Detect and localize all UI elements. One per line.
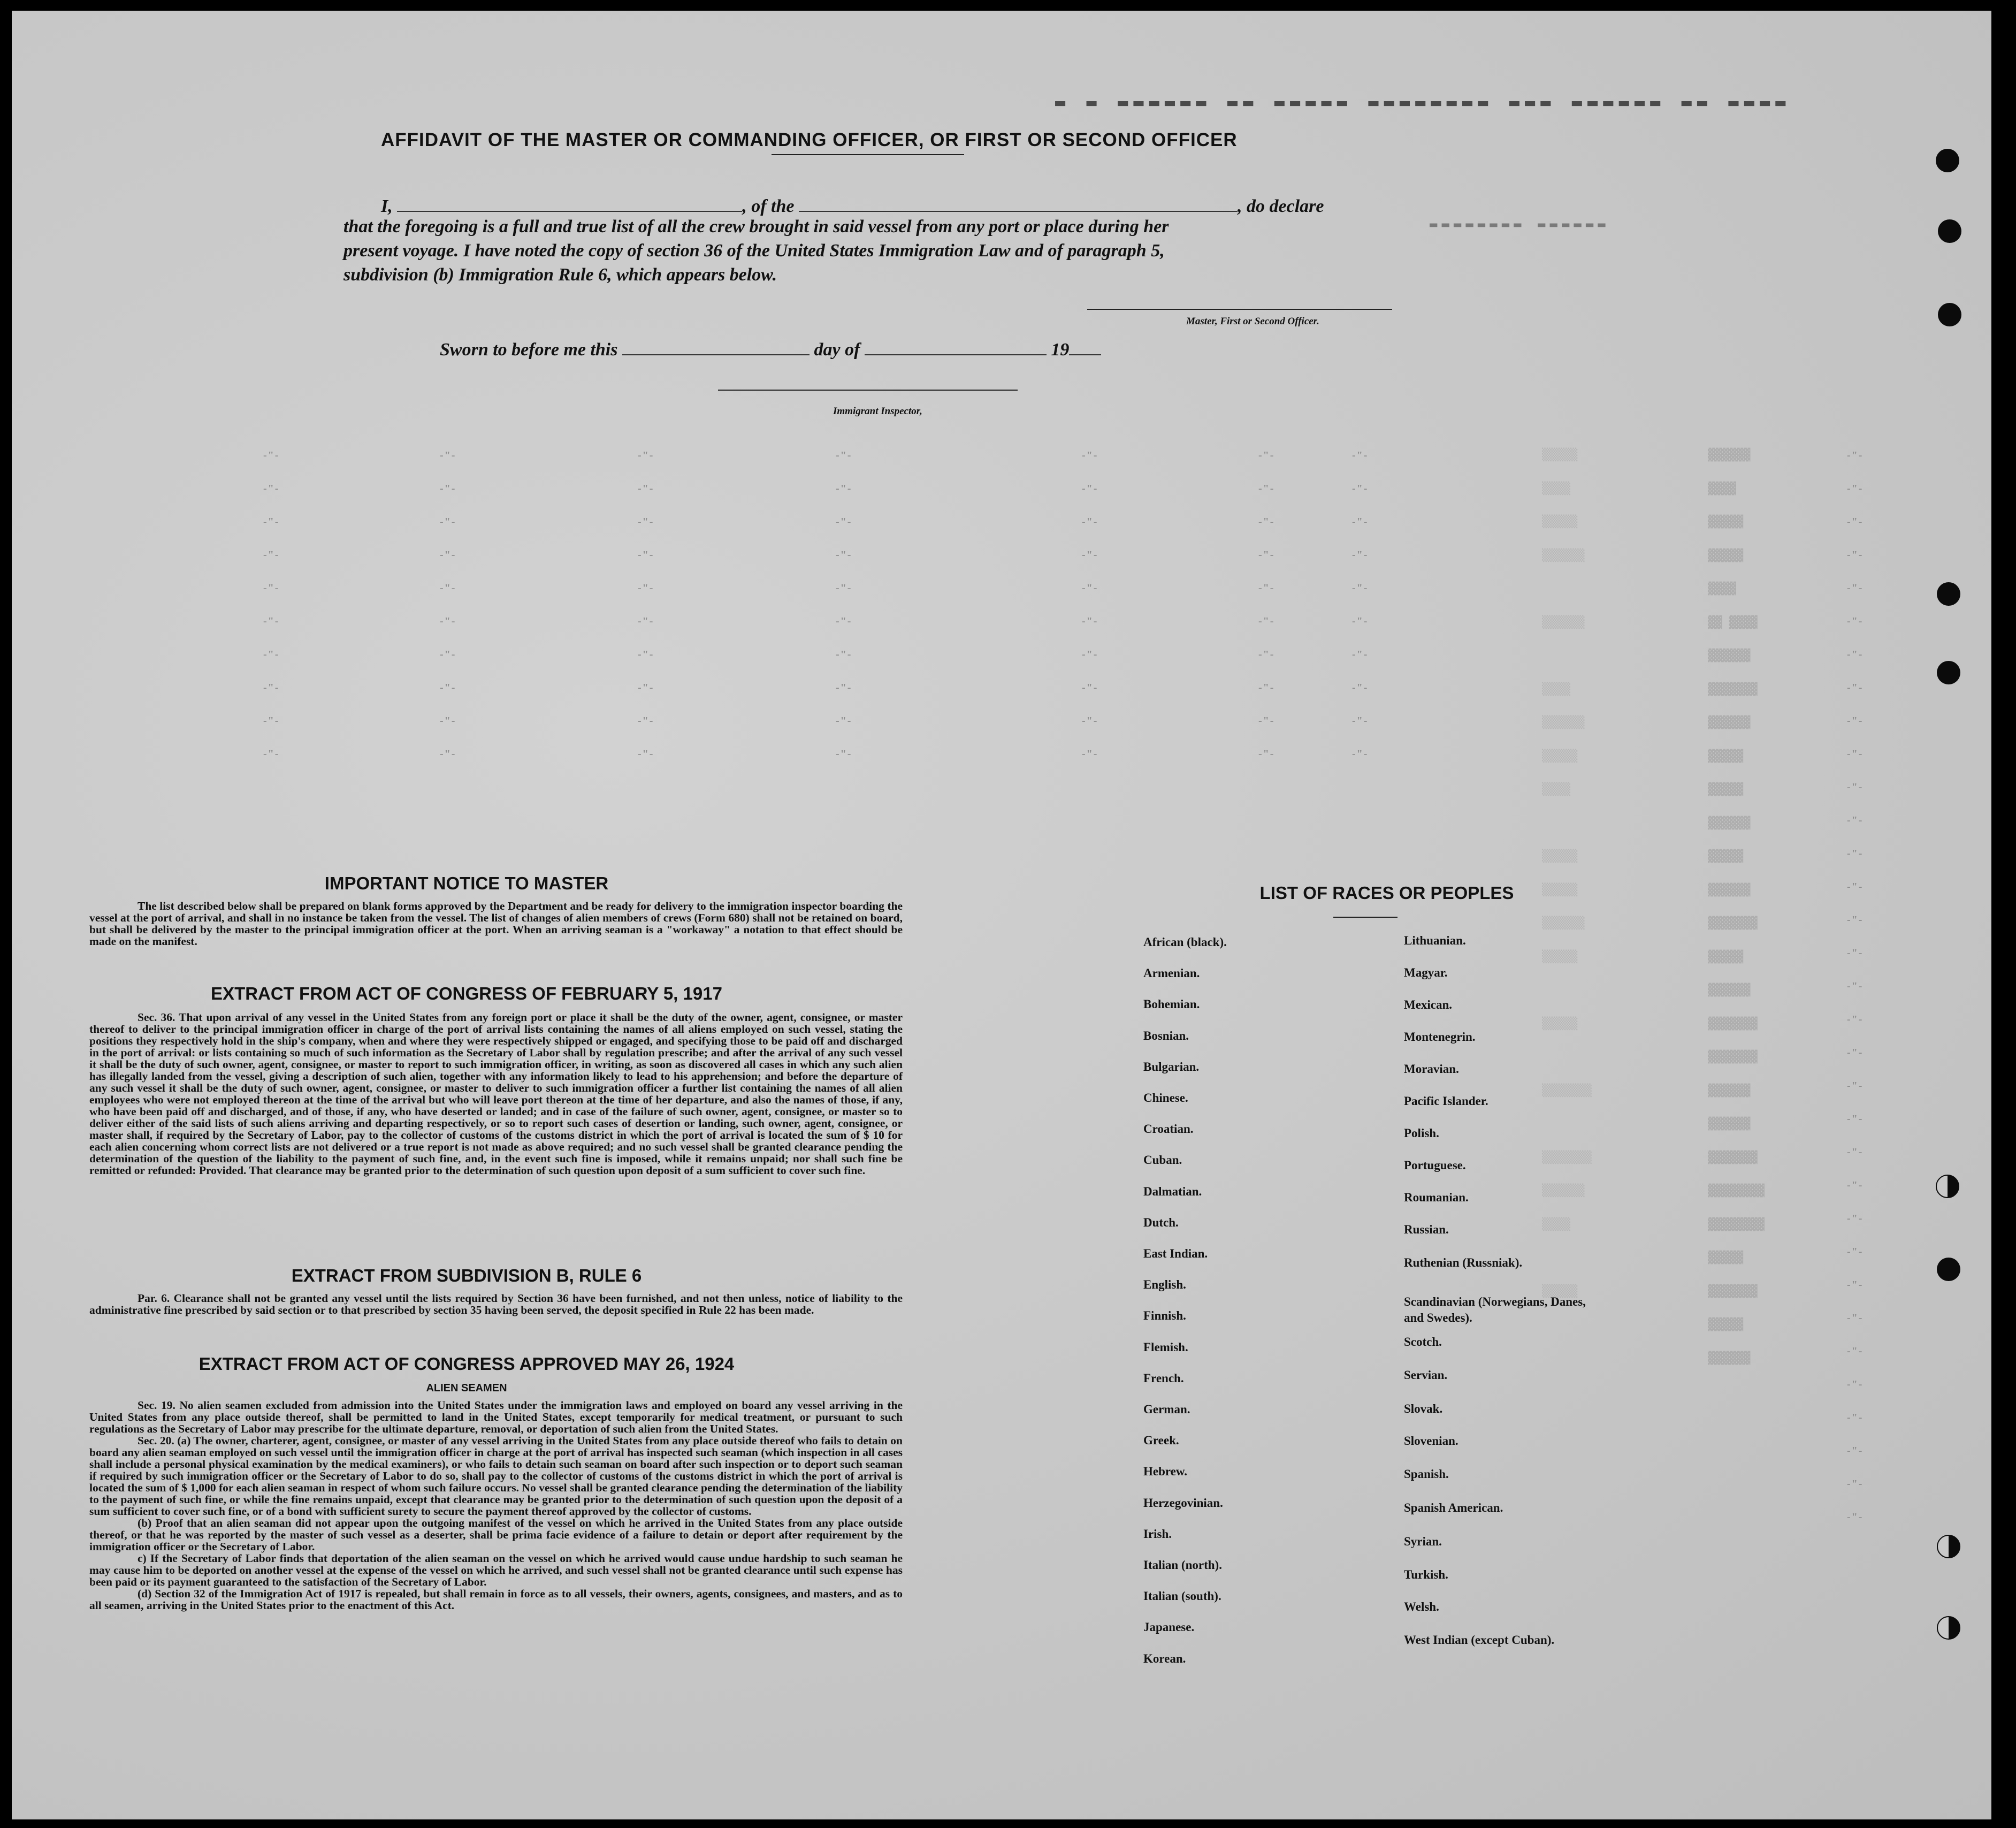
race-item: Bulgarian. <box>1143 1060 1200 1073</box>
race-item: Magyar. <box>1404 966 1448 979</box>
race-item: Finnish. <box>1143 1309 1186 1323</box>
race-item: Dalmatian. <box>1143 1184 1202 1198</box>
race-item: Korean. <box>1143 1651 1186 1665</box>
sworn-date-blank[interactable] <box>622 336 810 355</box>
affidavit-i: I, <box>381 196 393 216</box>
affidavit-line-2: that the foregoing is a full and true list of all the crew brought in said vessel from any port or place during her <box>343 217 1169 237</box>
ditto-column: -"- -"- -"- -"- -"- -"- -"- -"- -"- -"- <box>440 450 456 760</box>
punch-hole <box>1936 1175 1959 1198</box>
master-signature-label: Master, First or Second Officer. <box>1186 316 1319 327</box>
document-page <box>12 11 1991 1819</box>
race-item: Slovak. <box>1404 1402 1443 1415</box>
race-item: Ruthenian (Russniak). <box>1404 1256 1523 1269</box>
race-item: Croatian. <box>1143 1122 1194 1136</box>
race-item: Syrian. <box>1404 1535 1442 1548</box>
race-item: Dutch. <box>1143 1215 1179 1229</box>
ditto-column: -"- -"- -"- -"- -"- -"- -"- -"- -"- -"- <box>836 450 852 760</box>
sec-20a-paragraph: Sec. 20. (a) The owner, charterer, agent, consignee, or master of any vessel arriving in the United States from any place outside thereof who fails to detain on board any alien seaman employed on such vessel until the immigration officer in charge at the port of arrival has inspected such seaman (which inspection in all cases shall include a personal physical examination by the medical examiners), or who fails to detain such seaman on board after such inspection or to deport such seaman if required by such immigration officer or the Secretary of Labor to do so, shall pay to the collector of customs of the customs district in which the port of arrival is located the sum of $ 1,000 for each alien seaman in respect of whom such failure occurs. No vessel shall be granted clearance pending the determination of the liability to the payment of such fine, or while the fine remains unpaid, except that clearance may be granted prior to the determination of such question upon the deposit of a sum sufficient to cover such fine, or of a bond with sufficient surety to secure the payment thereof approved by the collector of customs. <box>89 1434 903 1518</box>
sworn-year-blank[interactable] <box>1069 336 1101 355</box>
inspector-label: Immigrant Inspector, <box>833 406 922 417</box>
alien-seamen-subheading: ALIEN SEAMEN <box>426 1382 507 1394</box>
race-item: Lithuanian. <box>1404 934 1466 947</box>
races-heading: LIST OF RACES OR PEOPLES <box>1259 883 1514 903</box>
race-item: Russian. <box>1404 1223 1449 1236</box>
sec-19-paragraph: Sec. 19. No alien seamen excluded from admission into the United States under the immigration laws and employed on board any vessel arriving in the United States from any place outside thereof, shall be permitted to land in the United States, except temporarily for medical treatment, or pursuant to such regulations as the Secretary of Labor may prescribe for the ultimate departure, removal, or deportation of such alien from the United States. <box>89 1399 903 1435</box>
extract-rule6-text <box>89 1292 903 1316</box>
race-item: Flemish. <box>1143 1340 1188 1354</box>
vessel-blank-field[interactable] <box>799 193 1238 212</box>
race-item: Cuban. <box>1143 1153 1182 1167</box>
ditto-column: -"- -"- -"- -"- -"- -"- -"- -"- -"- -"- <box>1258 450 1275 760</box>
affidavit-line-1 <box>381 193 1398 217</box>
race-item: Mexican. <box>1404 998 1453 1011</box>
affidavit-title: AFFIDAVIT OF THE MASTER OR COMMANDING OFFICER, OR FIRST OR SECOND OFFICER <box>381 130 1238 150</box>
name-blank-field[interactable] <box>397 193 742 212</box>
notice-paragraph: The list described below shall be prepared on blank forms approved by the Department and be ready for delivery to the immigration inspector boarding the vessel at the port of arrival, and shall in no instance be taken from the vessel. The list of changes of alien members of crews (Form 680) shall not be retained on board, but shall be delivered by the master to the principal immigration officer at the port. When an arriving seaman is a "workaway" a notation to that effect should be made on the manifest. <box>89 900 903 948</box>
race-item: Servian. <box>1404 1368 1448 1382</box>
race-item: French. <box>1143 1371 1184 1385</box>
ditto-column: -"- -"- -"- -"- -"- -"- -"- -"- -"- -"- <box>1352 450 1369 760</box>
affidavit-line-3: present voyage. I have noted the copy of section 36 of the United States Immigration Law and of paragraph 5, <box>343 241 1165 261</box>
punch-hole <box>1936 149 1959 172</box>
race-item: Polish. <box>1404 1126 1439 1140</box>
sec-20d-paragraph: (d) Section 32 of the Immigration Act of 1917 is repealed, but shall remain in force as to all vessels, their owners, agents, consignees, and masters, and as to all seamen, arriving in the United States prior to the enactment of this Act. <box>89 1587 903 1612</box>
race-item: Irish. <box>1143 1527 1172 1541</box>
extract-1924-text <box>89 1399 903 1611</box>
race-item: English. <box>1143 1278 1186 1292</box>
sworn-line <box>440 336 1189 360</box>
race-item: Greek. <box>1143 1434 1179 1448</box>
ditto-column: -"- -"- -"- -"- -"- -"- -"- -"- -"- -"- <box>638 450 654 760</box>
race-item: Herzegovinian. <box>1143 1496 1223 1510</box>
race-item: Chinese. <box>1143 1091 1188 1105</box>
race-item: Italian (north). <box>1143 1558 1222 1572</box>
race-item: Bosnian. <box>1143 1029 1189 1042</box>
sec-20c-paragraph: c) If the Secretary of Labor finds that deportation of the alien seaman on the vessel on which he arrived would cause undue hardship to such seaman he may cause him to be deported on another vessel at the expense of the vessel on which he arrived, and such vessel shall not be granted clearance until such expense has been paid or its payment guaranteed to the satisfaction of the Secretary of Labor. <box>89 1552 903 1588</box>
affidavit-line-4: subdivision (b) Immigration Rule 6, which appears below. <box>343 265 777 285</box>
race-item: West Indian (except Cuban). <box>1404 1633 1555 1647</box>
punch-hole <box>1938 219 1961 243</box>
race-item: Japanese. <box>1143 1620 1195 1634</box>
ditto-column: -"- -"- -"- -"- -"- -"- -"- -"- -"- -"- <box>1082 450 1098 760</box>
race-item: Bohemian. <box>1143 997 1200 1011</box>
race-item: German. <box>1143 1403 1190 1416</box>
bleed-through-names: ▓▓▓▓▓▓ ▓▓▓▓ ▓▓▓▓▓ ▓▓▓▓▓ ▓▓▓▓ ▓▓ ▓▓▓▓ ▓▓▓▓▓▓ ▓▓▓▓▓▓▓ ▓▓▓▓▓▓ ▓▓▓▓▓ ▓▓▓▓▓ ▓▓▓▓▓▓ ▓▓▓▓▓ ▓▓▓▓▓▓ ▓▓▓▓▓▓▓ ▓▓▓▓▓ ▓▓▓▓▓▓ ▓▓▓▓▓▓▓ ▓▓▓▓▓▓▓ ▓▓▓▓▓▓ ▓▓▓▓▓▓ ▓▓▓▓▓▓▓ ▓▓▓▓▓▓▓▓ ▓▓▓▓▓▓▓▓ ▓▓▓▓▓ ▓▓▓▓▓▓▓ ▓▓▓▓▓ ▓▓▓▓▓▓ <box>1708 448 1765 1365</box>
bleed-through-text: ▬▬▬▬▬▬▬▬ ▬▬▬▬▬▬ <box>1430 217 1610 232</box>
race-item: Italian (south). <box>1143 1589 1221 1603</box>
race-item: Turkish. <box>1404 1568 1448 1581</box>
punch-hole <box>1937 661 1960 684</box>
sec-36-paragraph: Sec. 36. That upon arrival of any vessel in the United States from any foreign port or place it shall be the duty of the owner, agent, consignee, or master thereof to deliver to the principal immigration officer in charge of the port of arrival lists containing the names of all aliens employed on such vessel, stating the positions they respectively hold in the ship's company, when and where they were respectively shipped or engaged, and specifying those to be paid off and discharged in the port of arrival: or lists containing so much of such information as the Secretary of Labor shall by regulation prescribe; and after the arrival of any such vessel it shall be the duty of such owner, agent, consignee, or master to report to such immigration officer, in writing, as soon as discovered all cases in which any such alien has illegally landed from the vessel, giving a description of such alien, together with any information likely to lead to his apprehension; and before the departure of any such vessel it shall be the duty of such owner, agent, consignee, or master to deliver to such immigration officer a further list containing the names of all alien employees who were not employed thereon at the time of the arrival but who will leave port thereon at the time of her departure, and also the names of those, if any, who have been paid off and discharged, and of those, if any, who have deserted or landed; and in case of the failure of such owner, agent, consignee, or master so to deliver either of the said lists of such aliens arriving and departing respectively, or so to report such cases of desertion or landing, such owner, agent, consignee, or master shall, if required by the Secretary of Labor, pay to the collector of customs of the customs district in which the port of arrival is located the sum of $ 10 for each alien concerning whom correct lists are not delivered or a true report is not made as above required; and no such vessel shall be granted clearance pending the determination of the question of the liability to the payment of such fine, and, in the event such fine is imposed, while it remains unpaid; nor shall such fine be remitted or refunded: Provided. That clearance may be granted prior to the determination of such question upon deposit of a sum sufficient to cover such fine. <box>89 1011 903 1177</box>
race-item: Scotch. <box>1404 1335 1442 1349</box>
sworn-year: 19 <box>1051 340 1070 360</box>
inspector-signature-line[interactable] <box>718 390 1018 391</box>
races-heading-underline <box>1333 917 1398 918</box>
ditto-column: -"- -"- -"- -"- -"- -"- -"- -"- -"- -"- <box>263 450 280 760</box>
title-underline <box>772 154 964 155</box>
race-item: Hebrew. <box>1143 1465 1187 1479</box>
race-item: Slovenian. <box>1404 1434 1458 1448</box>
race-item: Roumanian. <box>1404 1191 1469 1204</box>
extract-1924-heading: EXTRACT FROM ACT OF CONGRESS APPROVED MAY 26, 1924 <box>198 1354 735 1374</box>
affidavit-of-the: , of the <box>742 196 795 216</box>
notice-heading: IMPORTANT NOTICE TO MASTER <box>324 873 609 893</box>
punch-hole <box>1937 1616 1960 1640</box>
sworn-day-of: day of <box>814 340 860 360</box>
race-item: Montenegrin. <box>1404 1030 1476 1044</box>
sec-20b-paragraph: (b) Proof that an alien seaman did not appear upon the outgoing manifest of the vessel on which he arrived in the United States from any place outside thereof, or that he was reported by the master of such vessel as a deserter, shall be prima facie evidence of a failure to detain or deport after requirement by the immigration officer or the Secretary of Labor. <box>89 1517 903 1553</box>
extract-1917-heading: EXTRACT FROM ACT OF CONGRESS OF FEBRUARY 5, 1917 <box>211 984 722 1003</box>
notice-text <box>89 900 903 947</box>
race-item: Spanish American. <box>1404 1501 1503 1514</box>
sworn-prefix: Sworn to before me this <box>440 340 618 360</box>
race-item: Pacific Islander. <box>1404 1094 1488 1108</box>
punch-hole <box>1937 582 1960 606</box>
extract-rule6-heading: EXTRACT FROM SUBDIVISION B, RULE 6 <box>291 1266 642 1285</box>
punch-hole <box>1937 1258 1960 1281</box>
race-item: East Indian. <box>1143 1247 1208 1260</box>
bleed-through-column: ▒▒▒▒▒ ▒▒▒▒ ▒▒▒▒▒ ▒▒▒▒▒▒ ▒▒▒▒▒▒ ▒▒▒▒ ▒▒▒▒▒▒ ▒▒▒▒▒ ▒▒▒▒ ▒▒▒▒▒ ▒▒▒▒▒ ▒▒▒▒▒▒ ▒▒▒▒▒ ▒▒▒▒▒ ▒▒▒▒▒▒▒ ▒▒▒▒▒▒▒ ▒▒▒▒▒▒ ▒▒▒▒ ▒▒▒▒▒ <box>1542 448 1592 1298</box>
extract-1917-text <box>89 1011 903 1176</box>
race-item: Scandinavian (Norwegians, Danes, and Swedes). <box>1404 1295 1586 1324</box>
race-item: Armenian. <box>1143 966 1200 980</box>
ditto-column: -"- -"- -"- -"- -"- -"- -"- -"- -"- -"- -"- -"- -"- -"- -"- -"- -"- -"- -"- -"- -"- -"- -"- -"- -"- -"- -"- -"- -"- -"- -"- -"- -"- <box>1847 450 1864 1523</box>
par-6-paragraph: Par. 6. Clearance shall not be granted any vessel until the lists required by Section 36 have been furnished, and not then unless, notice of liability to the administrative fine prescribed by said section or to that prescribed by section 35 having been served, the deposit specified in Rule 22 has been made. <box>89 1292 903 1316</box>
race-item: Portuguese. <box>1404 1159 1466 1172</box>
punch-hole <box>1938 303 1961 326</box>
race-item: African (black). <box>1143 935 1227 949</box>
affidavit-declare: , do declare <box>1238 196 1324 216</box>
punch-hole <box>1937 1535 1960 1558</box>
race-item: Moravian. <box>1404 1062 1459 1076</box>
sworn-month-blank[interactable] <box>865 336 1047 355</box>
bleed-through-text: ▬ ▬ ▬▬▬▬▬▬ ▬▬ ▬▬▬▬▬ ▬▬▬▬▬▬▬▬ ▬▬▬ ▬▬▬▬▬▬ ▬▬ ▬▬▬▬ <box>1055 92 1791 112</box>
master-signature-line[interactable] <box>1087 309 1392 310</box>
race-item: Spanish. <box>1404 1467 1449 1481</box>
race-item: Welsh. <box>1404 1600 1439 1613</box>
